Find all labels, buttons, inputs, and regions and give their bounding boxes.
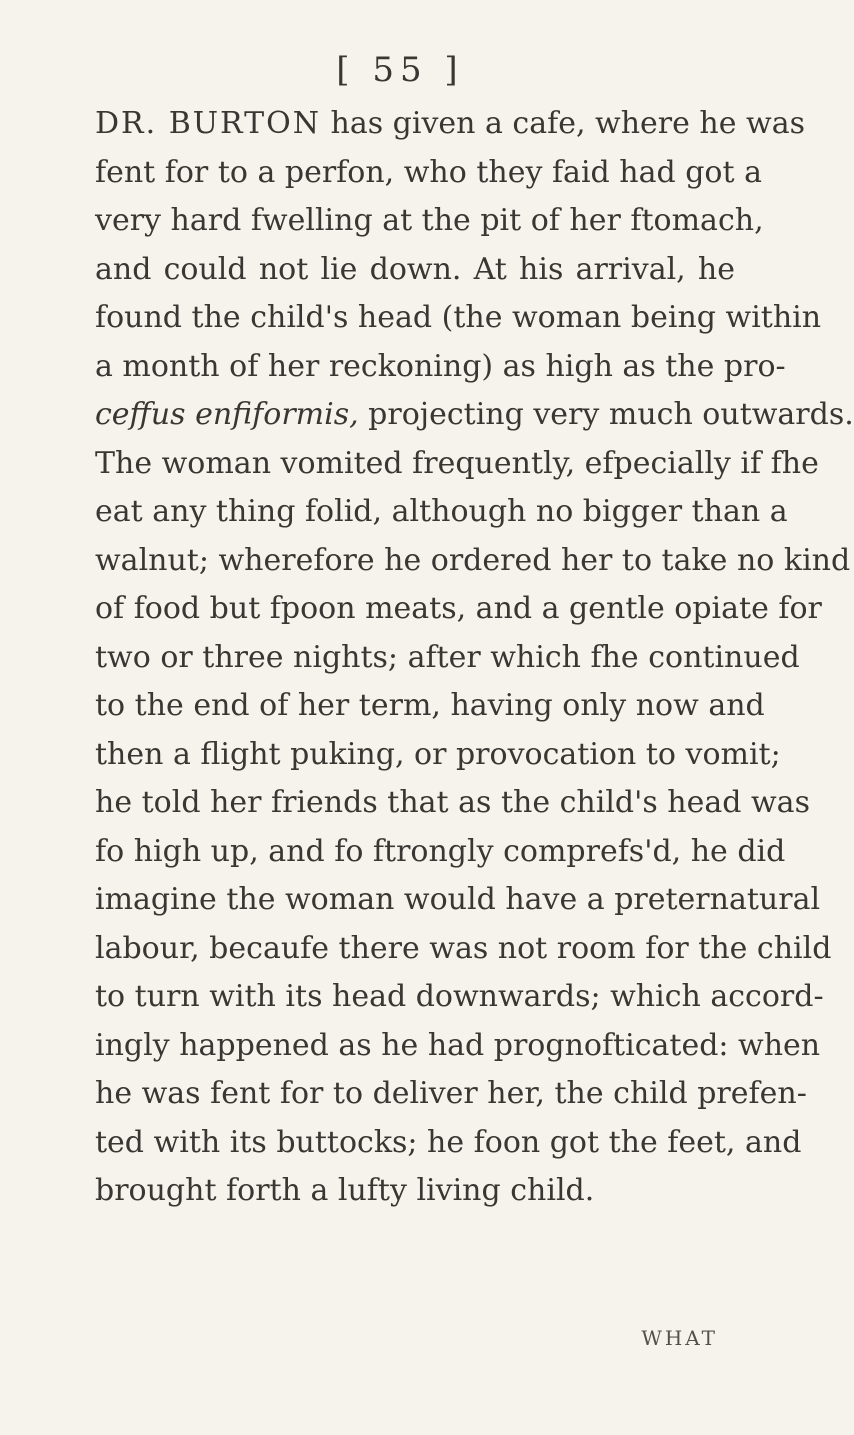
text-fragment: has given a cafe, where he was [320,106,805,141]
text-line: then a flight puking, or provocation to vomit; [95,736,781,772]
text-line: fo high up, and fo ftrongly comprefs'd, he did [95,833,786,869]
text-line: eat any thing folid, although no bigger than a [95,494,788,529]
text-line: found the child's head (the woman being within [95,300,822,335]
text-line: he told her friends that as the child's head was [95,785,810,820]
text-line: ingly happened as he had prognofticated: when [95,1027,821,1063]
catchword: WHAT [641,1326,718,1350]
text-line: and could not lie down. At his arrival, he [95,251,735,287]
author-name: DR. BURTON [95,106,321,141]
text-line: walnut; wherefore he ordered her to take no kind [95,542,851,578]
text-line: imagine the woman would have a preternatural [95,882,821,917]
text-line-last: brought forth a lufty living child. [95,1173,595,1208]
text-line: two or three nights; after which fhe continued [95,639,800,675]
text-fragment: projecting very much outwards. [358,397,854,432]
text-line: of food but fpoon meats, and a gentle opiate for [95,591,822,626]
text-line: labour, becaufe there was not room for the child [95,930,832,966]
latin-term: ceffus enfiformis, [95,397,359,432]
text-line [95,100,805,149]
text-line: to turn with its head downwards; which accord- [95,979,824,1014]
text-line: to the end of her term, having only now and [95,688,765,723]
page-number: [ 55 ] [336,50,464,90]
text-line: fent for to a perfon, who they faid had got a [95,154,762,190]
body-text [95,100,854,1216]
text-line: ted with its buttocks; he foon got the feet, and [95,1124,802,1160]
text-line: The woman vomited frequently, efpecially if fhe [95,445,819,481]
text-line [95,391,854,440]
text-line: a month of her reckoning) as high as the pro- [95,348,786,384]
text-line: he was fent for to deliver her, the child prefen- [95,1076,807,1111]
text-line: very hard fwelling at the pit of her ftomach, [95,203,764,238]
